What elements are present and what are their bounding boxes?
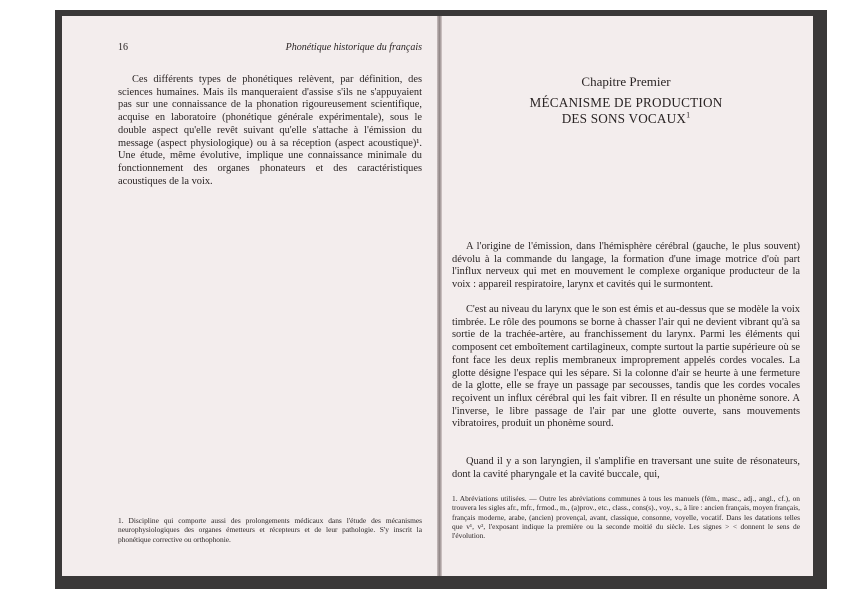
chapter-title-line-2 [452, 111, 800, 127]
right-body-paragraph-2: C'est au niveau du larynx que le son est émis et au-dessus que se modèle la voix timbrée. Le rôle des poumons se borne à chasser l'air qui ne devient vibrant qu'à sa sortie de la trachée-artère, au franchissement du larynx. Parmi les éléments qui composent cet emboîtement cartilagineux, compte surtout la partie supérieure où se font face les deux replis membraneux improprement appelés cordes vocales. La glotte désigne l'espace qui les sépare. Si la colonne d'air se heurte à une fermeture de la glotte, elle se fraye un passage par secousses, tandis que les cordes vocales reçoivent un influx cérébral qui les fait vibrer. Il en résulte un phonème sonore. A l'inverse, le libre passage de l'air par une glotte ouverte, sans mouvements vibratoires, produit un phonème sourd. [452, 304, 800, 430]
book-spine [437, 16, 442, 576]
chapter-title [452, 95, 800, 127]
right-body-paragraph-3: Quand il y a son laryngien, il s'amplifie en traversant une suite de résonateurs, dont la cavité pharyngale et la cavité buccale, qui, [452, 456, 800, 480]
right-footnote: 1. Abréviations utilisées. — Outre les abréviations communes à tous les manuels (fém., masc., adj., angl., cf.), on trouvera les sigles afr., mfr., frmod., m., (a)prov., etc., class., cons(s)., voy., s., à lire : ancien français, moyen français, français moderne, arabe, (ancien) provençal, avant, classique, consonne, voyelle, vocatif. Dans les datations telles que v¹, v², l'exposant indique la première ou la seconde moitié du siècle. Les signes > < donnent le sens de l'évolution. [452, 494, 800, 541]
running-head-title: Phonétique historique du français [285, 42, 422, 53]
chapter-note-marker: 1 [686, 110, 691, 120]
running-head [118, 42, 422, 56]
page-number: 16 [118, 42, 128, 53]
chapter-title-line-1: MÉCANISME DE PRODUCTION [529, 95, 723, 110]
chapter-label: Chapitre Premier [581, 74, 671, 89]
left-footnote: 1. Discipline qui comporte aussi des prolongements médicaux dans l'étude des mécanismes neurophysiologiques des organes émetteurs et récepteurs et de leur pathologie. S'y inscrit la phonétique corrective ou orthophonie. [118, 516, 422, 544]
right-body-paragraph-1: A l'origine de l'émission, dans l'hémisphère cérébral (gauche, le plus souvent) dévolu à la commande du langage, la formation d'une image motrice d'où part l'influx nerveux qui met en mouvement le complexe organique producteur de la voix : appareil respiratoire, larynx et cavités qui le surmontent. [452, 241, 800, 291]
chapter-title-line-2-text: DES SONS VOCAUX [561, 111, 687, 126]
left-body-paragraph: Ces différents types de phonétiques relèvent, par définition, des sciences humaines. Mais ils manqueraient d'assise s'ils ne s'appuyaient pas sur une connaissance de la phonation rigoureusement scientifique, acquise en laboratoire (phonétique générale expérimentale), sous le double aspect qu'elle revêt suivant qu'elle s'attache à l'émission du message (aspect physiologique) ou à sa réception (aspect acoustique)¹. Une étude, même évolutive, implique une connaissance minimale du fonctionnement des organes phonateurs et des caractéristiques acoustiques de la voix. [118, 74, 422, 187]
